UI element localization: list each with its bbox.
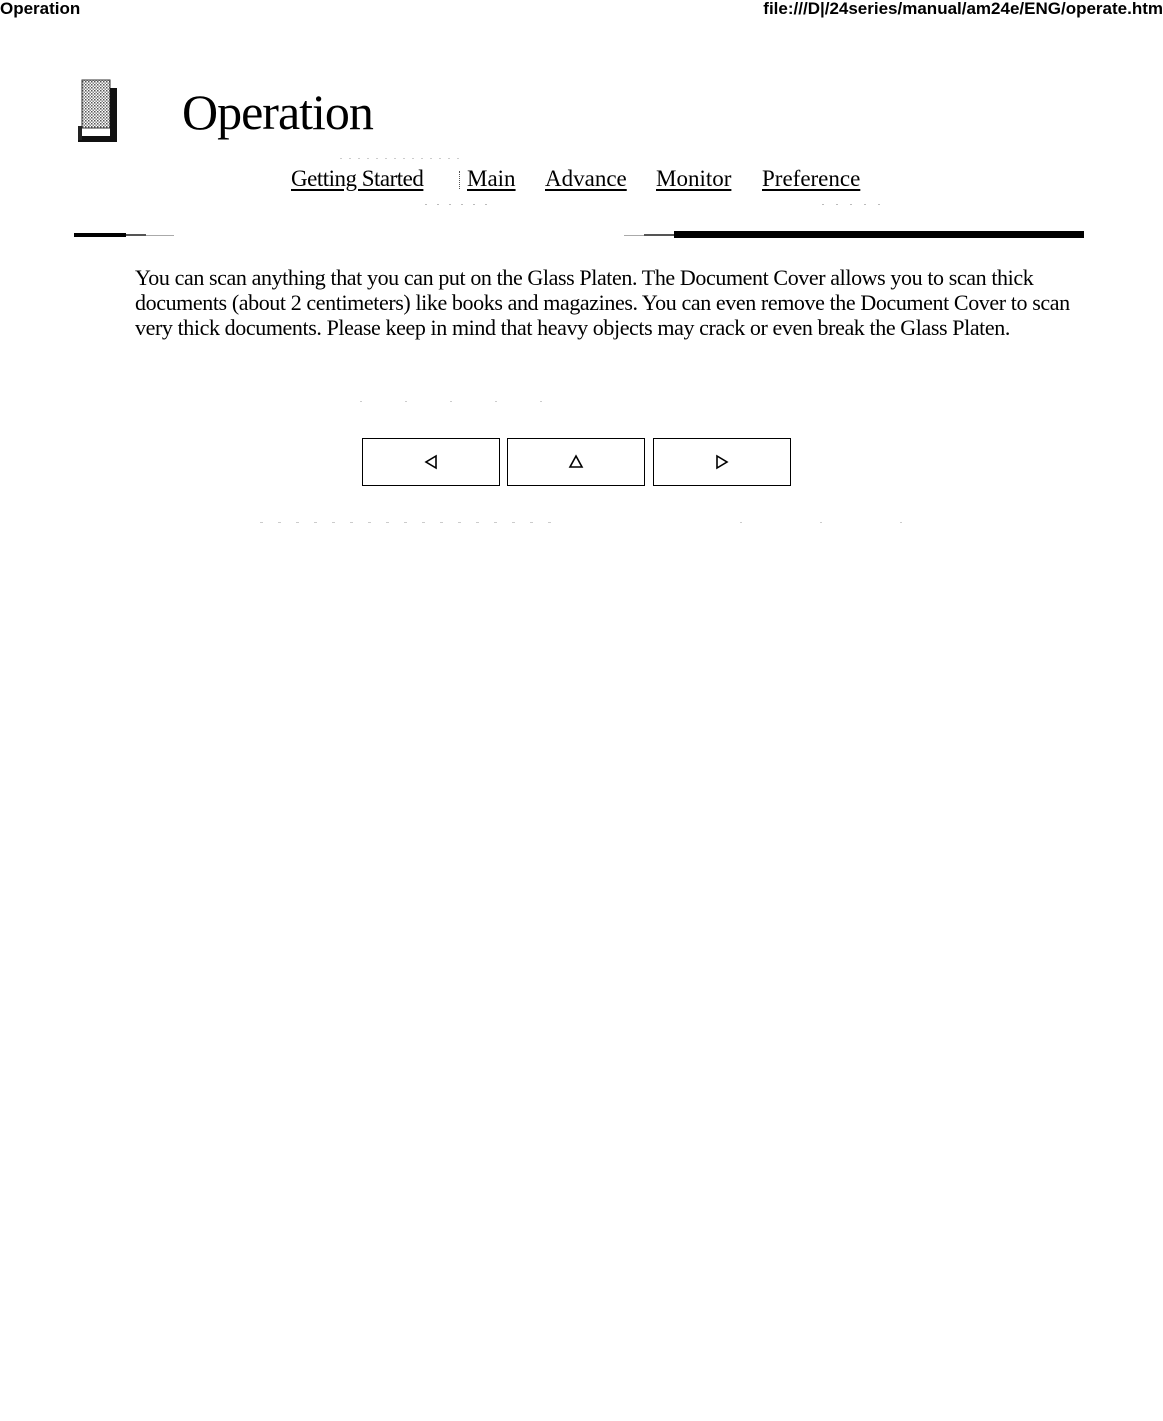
nav-getting-started[interactable]: Getting Started: [291, 166, 424, 191]
decorative-dots: [360, 401, 560, 402]
print-header-title: Operation: [0, 0, 81, 18]
up-arrow-icon: [568, 454, 584, 470]
previous-arrow-icon: [423, 454, 439, 470]
next-arrow-icon: [714, 454, 730, 470]
previous-page-button[interactable]: [362, 438, 500, 486]
body-paragraph: You can scan anything that you can put on the Glass Platen. The Document Cover allows you to scan thick documents (about 2 centimeters) like books and magazines. You can even remove the Document Cover to scan very thick documents. Please keep in mind that heavy objects may crack or even break the Glass Platen.: [135, 265, 1070, 340]
nav-advance[interactable]: Advance: [545, 166, 627, 191]
nav-separator: [459, 171, 461, 189]
decorative-dots: [260, 522, 560, 523]
up-page-button[interactable]: [507, 438, 645, 486]
nav-monitor[interactable]: Monitor: [656, 166, 732, 191]
section-nav: [0, 164, 1163, 194]
next-page-button[interactable]: [653, 438, 791, 486]
print-header-url: file:///D|/24series/manual/am24e/ENG/operate.htm: [763, 0, 1163, 18]
print-header: [0, 0, 1163, 20]
nav-main[interactable]: Main: [467, 166, 516, 191]
nav-preference[interactable]: Preference: [762, 166, 861, 191]
decorative-dots: [740, 522, 980, 523]
decorative-dots: [822, 204, 882, 205]
horizontal-rule: [74, 230, 1084, 238]
decorative-dots: [425, 204, 490, 205]
decorative-dots: [340, 158, 460, 159]
page-title: Operation: [182, 84, 373, 140]
document-icon: [76, 78, 120, 144]
